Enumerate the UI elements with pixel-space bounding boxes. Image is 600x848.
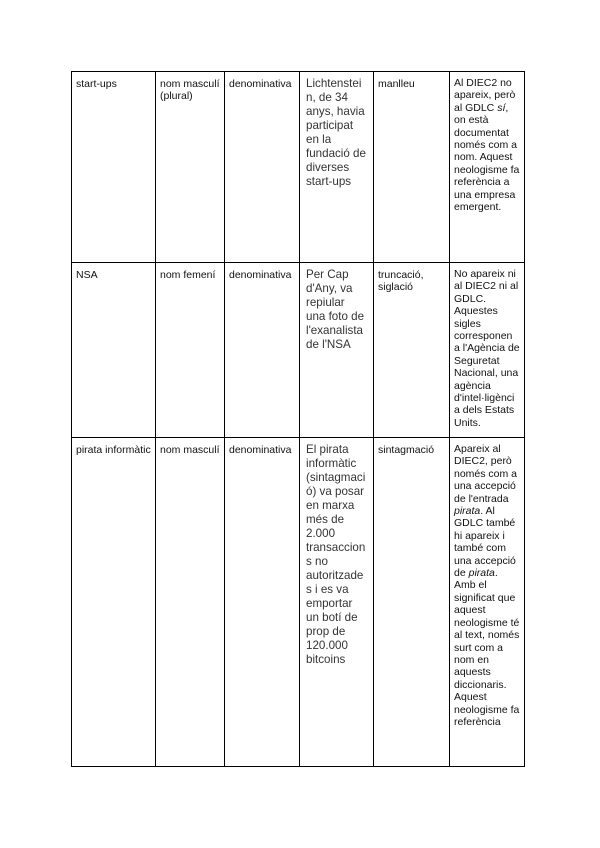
note-italic-text: pirata: [468, 567, 495, 580]
context-cell: El pirata informàtic (sintagmació) va posar en marxa més de 2.000 transaccions no autoritzades i es va emportar un botí de prop de 120.000 bitcoins: [300, 438, 374, 767]
table-row: [72, 263, 525, 438]
type-cell: denominativa: [225, 438, 300, 767]
category-cell: nom masculí (plural): [156, 72, 225, 263]
note-cell: [450, 438, 525, 767]
table-row: [72, 438, 525, 767]
note-text: Apareix al DIEC2, però només com a una accepció de l'entrada: [454, 443, 518, 505]
note-cell: [450, 263, 525, 438]
type-cell: denominativa: [225, 263, 300, 438]
term-cell: NSA: [72, 263, 156, 438]
note-text: . Amb el significat que aquest neologisme té al text, només surt com a nom en aquests diccionaris. Aquest neologisme fa referència: [454, 567, 520, 728]
category-cell: nom masculí: [156, 438, 225, 767]
formation-cell: truncació, siglació: [374, 263, 450, 438]
term-cell: start-ups: [72, 72, 156, 263]
note-cell: [450, 72, 525, 263]
formation-cell: manlleu: [374, 72, 450, 263]
term-cell: pirata informàtic: [72, 438, 156, 767]
note-italic-text: sí: [497, 101, 506, 114]
note-text: . Al GDLC també hi apareix i també com una accepció de: [454, 505, 516, 580]
context-cell: Lichtenstein, de 34 anys, havia participat en la fundació de diverses start-ups: [300, 72, 374, 263]
formation-cell: sintagmació: [374, 438, 450, 767]
note-italic-text: pirata: [454, 505, 481, 518]
type-cell: denominativa: [225, 72, 300, 263]
neologism-table: [71, 71, 525, 767]
table-row: [72, 72, 525, 263]
note-text: , on està documentat només com a nom. Aquest neologisme fa referència a una empresa emergent.: [454, 101, 520, 214]
note-text: Al DIEC2 no apareix, però al GDLC: [454, 77, 516, 114]
note-text: No apareix ni al DIEC2 ni al GDLC. Aquestes sigles corresponen a l'Agència de Seguretat Nacional, una agència d'intel·ligència dels Estats Units.: [454, 268, 520, 429]
category-cell: nom femení: [156, 263, 225, 438]
context-cell: Per Cap d'Any, va repiular una foto de l'exanalista de l'NSA: [300, 263, 374, 438]
